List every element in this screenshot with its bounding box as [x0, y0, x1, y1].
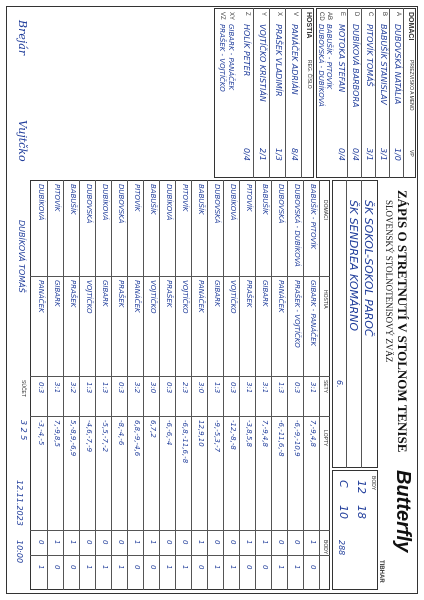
- game-away-player: GIBARK: [213, 280, 221, 307]
- game-away-body: 1: [85, 565, 93, 570]
- game-away-body: 0: [149, 565, 157, 570]
- game-home-player: BABUŠÍK: [261, 184, 269, 215]
- game-points: -12,-8,-8: [229, 420, 237, 450]
- away-player-code: Y: [260, 12, 266, 17]
- home-player-vp: 3/1: [365, 148, 374, 161]
- home-player-vp: 0/4: [351, 148, 360, 161]
- form-subtitle: SLOVENSKÝ STOLNOTENISOVÝ ZVÄZ: [384, 200, 394, 363]
- home-row-line: [403, 8, 404, 178]
- game-row-line: [127, 180, 128, 590]
- game-row-line: [111, 180, 112, 590]
- col-lopty-header: LOPTY: [322, 430, 328, 447]
- home-team-name: ŠK SOKOL-SOKOL PAROČ: [362, 200, 375, 337]
- league-letter: C: [337, 480, 350, 488]
- game-home-player: BABUŠÍK: [149, 184, 157, 215]
- home-player-vp: 0/4: [337, 148, 346, 161]
- game-home-body: 0: [37, 540, 45, 545]
- game-home-body: 0: [85, 540, 93, 545]
- game-row-line: [95, 180, 96, 590]
- away-player-vp: 2/1: [258, 148, 267, 161]
- game-sets: 1:3: [277, 382, 285, 394]
- form-title: ZÁPIS O STRETNUTÍ V STOLNOM TENISE: [395, 190, 410, 453]
- game-points: -4,6,-7,-9: [85, 420, 93, 453]
- home-player-code: A: [395, 12, 401, 17]
- game-sets: 0:3: [37, 382, 45, 394]
- home-player-name: PITOVÍK TOMÁŠ: [365, 24, 374, 87]
- game-sets: 0:3: [293, 382, 301, 394]
- home-col-name: PRIEZVISKO A MENO: [408, 60, 414, 111]
- game-away-player: VOJTÍČKO: [229, 280, 237, 314]
- game-home-player: PITOVÍK: [53, 184, 61, 212]
- home-doubles-code: CD: [318, 12, 324, 21]
- games-col-separator: [30, 416, 330, 417]
- match-time: 10:00: [15, 540, 24, 564]
- game-row-line: [271, 180, 272, 590]
- game-home-body: 1: [133, 540, 141, 545]
- game-sets: 2:3: [181, 382, 189, 394]
- game-away-body: 1: [37, 565, 45, 570]
- game-away-body: 1: [117, 565, 125, 570]
- game-points: -6,-11,6,-8: [277, 420, 285, 457]
- away-label: HOSTIA: [305, 12, 312, 39]
- home-row-line: [389, 8, 390, 178]
- game-away-body: 0: [309, 565, 317, 570]
- game-points: 7,-9,4,8: [309, 420, 317, 448]
- game-row-line: [287, 180, 288, 590]
- home-player-code: C: [367, 12, 373, 17]
- game-away-body: 1: [229, 565, 237, 570]
- game-row-line: [191, 180, 192, 590]
- home-score: 12: [355, 480, 368, 494]
- game-away-body: 0: [69, 565, 77, 570]
- sum-label: SÚČET: [20, 380, 26, 397]
- away-player-code: Z: [244, 12, 250, 16]
- game-home-body: 1: [197, 540, 205, 545]
- game-points: -6,-6,-4: [165, 420, 173, 446]
- col-away-header: HOSTIA: [322, 290, 328, 309]
- away-player-name: PANÁČEK ADRIÁN: [290, 24, 299, 95]
- game-home-body: 0: [213, 540, 221, 545]
- match-date: 12.11.2023: [15, 480, 24, 526]
- home-doubles-name: DUBOVSKÁ - DUBÍKOVÁ: [317, 24, 325, 107]
- signature-home: Brejár: [16, 20, 29, 56]
- col-sety-header: SETY: [322, 380, 328, 394]
- game-away-body: 0: [261, 565, 269, 570]
- away-col-reg: REG. ČÍSLO: [306, 60, 312, 89]
- game-row-line: [255, 180, 256, 590]
- match-number: 10: [337, 505, 350, 519]
- game-away-player: VOJTÍČKO: [149, 280, 157, 314]
- away-row-line: [269, 8, 270, 178]
- game-away-player: VOJTÍČKO: [181, 280, 189, 314]
- home-row-line: [347, 8, 348, 178]
- game-sets: 3:1: [261, 382, 269, 394]
- game-away-body: 1: [213, 565, 221, 570]
- game-home-player: DUBÍKOVÁ: [101, 184, 109, 221]
- game-sets: 3:2: [69, 382, 77, 394]
- game-home-body: 0: [229, 540, 237, 545]
- game-row-line: [223, 180, 224, 590]
- game-home-body: 0: [293, 540, 301, 545]
- game-sets: 0:3: [117, 382, 125, 394]
- game-row-line: [319, 180, 320, 590]
- game-away-player: PANÁČEK: [277, 280, 285, 313]
- game-points: 12,9,10: [197, 420, 205, 447]
- game-home-player: PITOVÍK: [245, 184, 253, 212]
- away-player-name: PRAŠEK VLADIMÍR: [274, 24, 283, 97]
- games-col-separator: [30, 376, 330, 377]
- away-row-line: [253, 8, 254, 178]
- game-away-player: GIBARK: [53, 280, 61, 307]
- col-body-header: BODY: [322, 540, 328, 555]
- game-away-player: PANÁČEK: [37, 280, 45, 313]
- game-away-player: GIBARK: [101, 280, 109, 307]
- home-player-vp: 3/1: [379, 148, 388, 161]
- col-home-header: DOMÁCI: [322, 200, 328, 220]
- game-sets: 3:1: [53, 382, 61, 394]
- game-home-player: DUBOVSKÁ: [85, 184, 93, 224]
- game-row-line: [207, 180, 208, 590]
- game-row-line: [175, 180, 176, 590]
- total-balls: 288: [337, 540, 346, 556]
- game-away-body: 1: [101, 565, 109, 570]
- game-points: -6,-9,-10,9: [293, 420, 301, 457]
- home-row-line: [361, 8, 362, 178]
- away-doubles-name: PRAŠEK - VOJTÍČKO: [218, 24, 226, 92]
- game-row-line: [239, 180, 240, 590]
- home-player-name: MOTOKA STEFAN: [337, 24, 346, 93]
- away-doubles-code: VZ: [219, 12, 225, 20]
- game-row-line: [143, 180, 144, 590]
- game-away-body: 0: [245, 565, 253, 570]
- game-home-player: BABUŠÍK - PITOVÍK: [309, 184, 317, 250]
- game-sets: 0:3: [229, 382, 237, 394]
- game-home-body: 1: [309, 540, 317, 545]
- game-sets: 3:0: [149, 382, 157, 394]
- home-doubles-code: AB: [326, 12, 332, 21]
- away-row-line: [285, 8, 286, 178]
- game-home-body: 1: [149, 540, 157, 545]
- game-home-player: DUBÍKOVÁ: [229, 184, 237, 221]
- brand-sub: TIBHAR: [378, 560, 384, 583]
- game-home-body: 1: [69, 540, 77, 545]
- games-col-separator: [30, 530, 330, 531]
- games-col-separator: [30, 555, 330, 556]
- game-home-body: 1: [53, 540, 61, 545]
- away-player-vp: 0/4: [242, 148, 251, 161]
- brand-logo: Butterfly: [392, 470, 414, 553]
- away-player-code: V: [292, 12, 298, 17]
- game-away-player: GIBARK - PANÁČEK: [309, 280, 317, 347]
- away-score: 18: [355, 505, 368, 519]
- signature-away: Vujtčko: [16, 120, 29, 162]
- game-home-player: BABUŠÍK: [197, 184, 205, 215]
- home-player-code: D: [353, 12, 359, 17]
- game-row-line: [159, 180, 160, 590]
- home-row-line: [375, 8, 376, 178]
- games-col-separator: [30, 276, 330, 277]
- game-home-player: DUBOVSKÁ: [277, 184, 285, 224]
- final-names: DUBÍKOVÁ TOMÁŠ: [17, 220, 26, 293]
- summary-row-1: 3 2 5: [19, 420, 28, 441]
- game-points: -6,8,-11,6,-8: [181, 420, 189, 464]
- game-home-body: 0: [181, 540, 189, 545]
- home-player-vp: 1/0: [393, 148, 402, 161]
- away-team-name: ŠK SENDREA KOMÁRNO: [347, 200, 360, 332]
- game-away-player: PRAŠEK - VOJTÍČKO: [293, 280, 301, 348]
- round-number: 6.: [335, 380, 344, 388]
- game-home-body: 1: [245, 540, 253, 545]
- game-home-player: DUBOVSKÁ: [213, 184, 221, 224]
- away-player-code: X: [276, 12, 282, 17]
- game-away-player: GIBARK: [261, 280, 269, 307]
- game-away-player: PRAŠEK: [117, 280, 125, 308]
- game-away-player: PRAŠEK: [165, 280, 173, 308]
- game-home-player: BABUŠÍK: [69, 184, 77, 215]
- game-home-player: DUBOVSKÁ: [117, 184, 125, 224]
- game-points: 6,8,-9,-4,6: [133, 420, 141, 457]
- game-away-body: 0: [133, 565, 141, 570]
- game-points: -5,5,-7,-2: [101, 420, 109, 453]
- away-player-name: VOJTÍČKO KRISTIÁN: [258, 24, 267, 102]
- game-away-player: PRAŠEK: [69, 280, 77, 308]
- game-home-player: DUBÍKOVÁ: [37, 184, 45, 221]
- game-sets: 3:1: [309, 382, 317, 394]
- game-home-player: PITOVÍK: [181, 184, 189, 212]
- game-row-line: [47, 180, 48, 590]
- game-points: -9,-5,3,-7: [213, 420, 221, 453]
- home-player-name: DUBÍKOVÁ BARBORA: [351, 24, 360, 108]
- game-away-body: 0: [53, 565, 61, 570]
- game-sets: 3:1: [245, 382, 253, 394]
- game-row-line: [79, 180, 80, 590]
- game-points: 5,-8,9,-6,9: [69, 420, 77, 457]
- away-player-vp: 1/3: [274, 148, 283, 161]
- game-points: -3,-4,-5: [37, 420, 45, 446]
- game-away-body: 1: [165, 565, 173, 570]
- game-away-player: VOJTÍČKO: [85, 280, 93, 314]
- game-points: 6,7,2: [149, 420, 157, 438]
- away-player-vp: 8/4: [290, 148, 299, 161]
- home-label: DOMÁCI: [407, 12, 414, 41]
- body-label: BODY: [370, 476, 376, 491]
- game-home-body: 0: [117, 540, 125, 545]
- away-doubles-code: XY: [228, 12, 234, 21]
- game-points: 7,-9,4,8: [261, 420, 269, 448]
- home-col-vp: VP: [408, 150, 414, 157]
- game-sets: 3:0: [197, 382, 205, 394]
- game-row-line: [303, 180, 304, 590]
- away-player-name: HOLÍK PETER: [242, 24, 251, 77]
- game-home-player: DUBOVSKÁ - DUBÍKOVÁ: [293, 184, 301, 267]
- game-away-body: 1: [293, 565, 301, 570]
- game-sets: 1:3: [101, 382, 109, 394]
- home-doubles-name: BABUŠÍK - PITOVÍK: [325, 24, 333, 90]
- game-away-player: PANÁČEK: [133, 280, 141, 313]
- game-home-body: 0: [277, 540, 285, 545]
- home-player-name: DUBOVSKÁ NATÁLIA: [393, 24, 402, 105]
- game-points: -3,8,5,8: [245, 420, 253, 448]
- game-away-body: 1: [181, 565, 189, 570]
- home-player-code: E: [339, 12, 345, 17]
- game-away-player: PANÁČEK: [197, 280, 205, 313]
- game-home-body: 1: [261, 540, 269, 545]
- game-home-player: DUBÍKOVÁ: [165, 184, 173, 221]
- game-row-line: [63, 180, 64, 590]
- game-home-body: 0: [165, 540, 173, 545]
- game-home-player: PITOVÍK: [133, 184, 141, 212]
- game-sets: 1:3: [213, 382, 221, 394]
- game-home-body: 0: [101, 540, 109, 545]
- game-points: -8,-4,-6: [117, 420, 125, 446]
- game-points: 7,-9,8,5: [53, 420, 61, 448]
- home-player-code: B: [381, 12, 387, 17]
- game-away-player: PRAŠEK: [245, 280, 253, 308]
- home-player-name: BABUŠÍK STANISLAV: [379, 24, 388, 105]
- game-away-body: 1: [277, 565, 285, 570]
- away-doubles-name: GIBARK - PANÁČEK: [227, 24, 235, 91]
- away-row-line: [301, 8, 302, 178]
- game-sets: 1:3: [85, 382, 93, 394]
- game-sets: 3:2: [133, 382, 141, 394]
- game-sets: 0:3: [165, 382, 173, 394]
- game-away-body: 0: [197, 565, 205, 570]
